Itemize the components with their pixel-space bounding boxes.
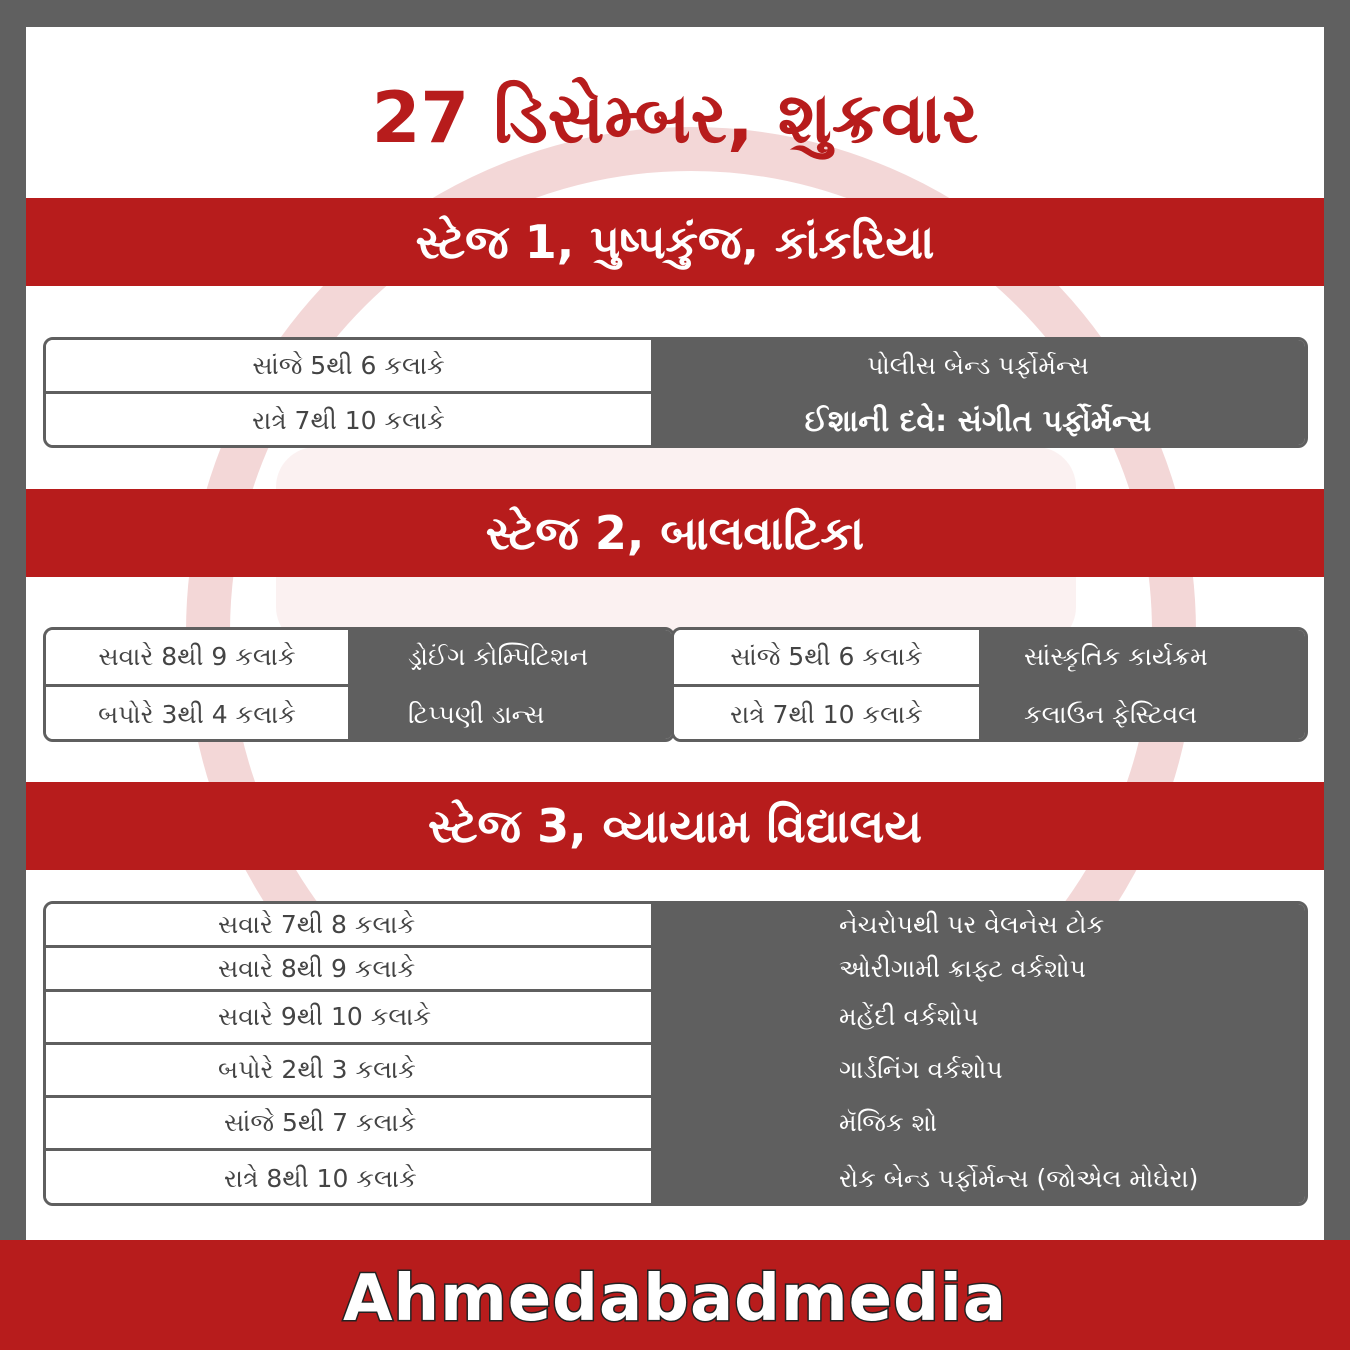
table-row	[46, 904, 1305, 945]
table-row	[46, 992, 1305, 1042]
table-row	[674, 687, 1305, 742]
event-cell: નેચરોપથી પર વેલનેસ ટોક	[651, 904, 1305, 945]
table-row	[46, 687, 672, 742]
schedule-card	[26, 27, 1324, 1242]
event-cell: ઈશાની દવે: સંગીત પર્ફોર્મન્સ	[651, 394, 1305, 448]
time-cell: રાત્રે 7થી 10 કલાકે	[46, 394, 651, 448]
stage2-right-table	[671, 627, 1308, 742]
event-cell: રોક બેન્ડ પર્ફોર્મન્સ (જોએલ મોઘેરા)	[651, 1151, 1305, 1206]
table-row	[46, 340, 1305, 391]
table-row	[46, 1151, 1305, 1206]
table-row	[46, 1098, 1305, 1148]
time-cell: સવારે 8થી 9 કલાકે	[46, 630, 348, 684]
stage2-heading: સ્ટેજ 2, બાલવાટિકા	[26, 489, 1324, 577]
table-row	[46, 394, 1305, 448]
time-cell: બપોરે 2થી 3 કલાકે	[46, 1045, 651, 1095]
table-row	[46, 948, 1305, 989]
time-cell: સાંજે 5થી 6 કલાકે	[46, 340, 651, 391]
time-cell: સવારે 9થી 10 કલાકે	[46, 992, 651, 1042]
event-cell: ઓરીગામી ક્રાફ્ટ વર્કશોપ	[651, 948, 1305, 989]
stage3-heading: સ્ટેજ 3, વ્યાયામ વિદ્યાલય	[26, 782, 1324, 870]
stage3-table	[43, 901, 1308, 1206]
time-cell: સાંજે 5થી 7 કલાકે	[46, 1098, 651, 1148]
time-cell: સવારે 7થી 8 કલાકે	[46, 904, 651, 945]
event-cell: પોલીસ બેન્ડ પર્ફોર્મન્સ	[651, 340, 1305, 391]
event-cell: સાંસ્કૃતિક કાર્યક્રમ	[979, 630, 1305, 684]
table-row	[46, 630, 672, 684]
page-title: 27 ડિસેમ્બર, શુક્રવાર	[371, 77, 979, 159]
event-cell: મહેંદી વર્કશોપ	[651, 992, 1305, 1042]
time-cell: બપોરે 3થી 4 કલાકે	[46, 687, 348, 742]
stage1-heading: સ્ટેજ 1, પુષ્પકુંજ, કાંકરિયા	[26, 198, 1324, 286]
event-cell: ગાર્ડનિંગ વર્કશોપ	[651, 1045, 1305, 1095]
time-cell: રાત્રે 8થી 10 કલાકે	[46, 1151, 651, 1206]
event-cell: ડ્રોઈંગ કોમ્પિટિશન	[348, 630, 672, 684]
table-row	[46, 1045, 1305, 1095]
stage2-left-table	[43, 627, 675, 742]
stage1-table	[43, 337, 1308, 448]
table-row	[674, 630, 1305, 684]
time-cell: સાંજે 5થી 6 કલાકે	[674, 630, 979, 684]
event-cell: ટિપ્પણી ડાન્સ	[348, 687, 672, 742]
time-cell: રાત્રે 7થી 10 કલાકે	[674, 687, 979, 742]
event-cell: કલાઉન ફેસ્ટિવલ	[979, 687, 1305, 742]
time-cell: સવારે 8થી 9 કલાકે	[46, 948, 651, 989]
brand-name: Ahmedabadmedia	[342, 1262, 1008, 1336]
event-cell: મૅજિક શો	[651, 1098, 1305, 1148]
